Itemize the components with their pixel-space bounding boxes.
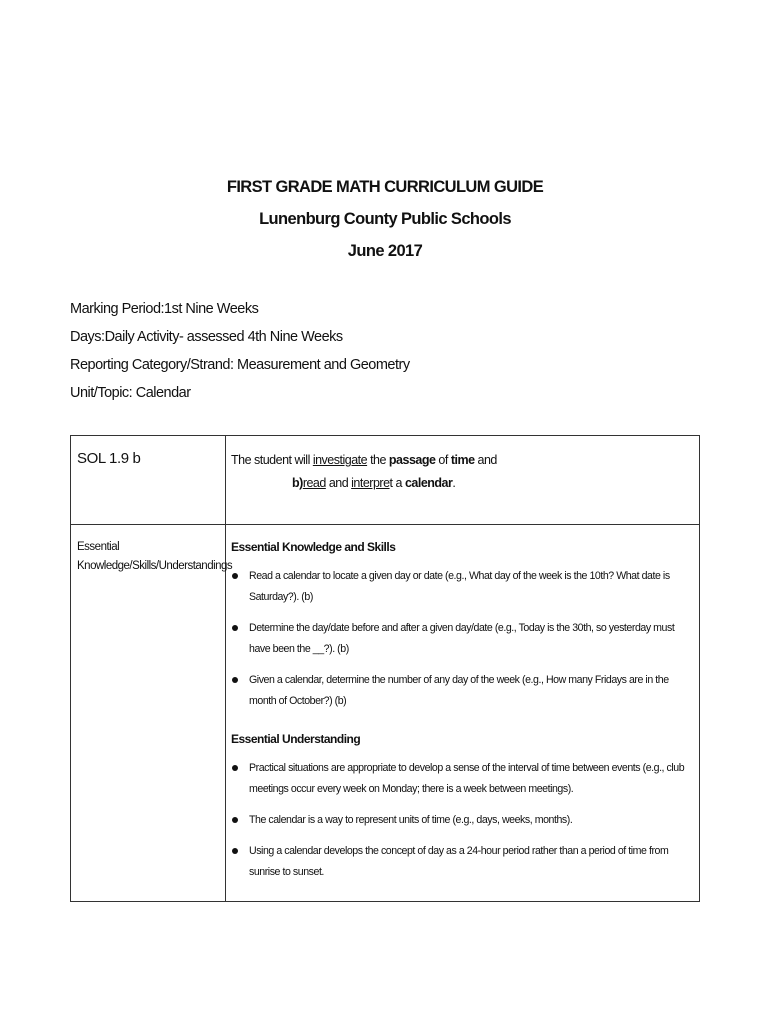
essentials-label: Essential Knowledge/Skills/Understandings <box>77 541 233 572</box>
document-date: June 2017 <box>347 242 423 260</box>
list-item: Given a calendar, determine the number of any day of the week (e.g., How many Fridays are in the month of October?) (b) <box>231 670 691 712</box>
list-item: Using a calendar develops the concept of day as a 24-hour period rather than a period of time from sunrise to sunset. <box>231 841 691 883</box>
sol-keyword-passage: passage <box>388 453 436 467</box>
sol-keyword-time: time <box>450 453 475 467</box>
understanding-heading: Essential Understanding <box>231 732 361 746</box>
sol-text-fragment: and <box>325 476 352 490</box>
document-title: FIRST GRADE MATH CURRICULUM GUIDE <box>226 178 544 196</box>
unit-metadata <box>70 298 410 410</box>
sol-keyword-read: read <box>302 476 326 490</box>
sol-table <box>70 435 700 902</box>
reporting-category: Reporting Category/Strand: Measurement and Geometry <box>70 357 410 373</box>
table-row-divider <box>71 524 699 525</box>
essentials-content <box>231 538 691 883</box>
sol-keyword-calendar: calendar <box>404 476 453 490</box>
sol-text-fragment: the <box>367 453 389 467</box>
marking-period: Marking Period:1st Nine Weeks <box>70 301 259 317</box>
table-column-divider <box>225 436 226 901</box>
sol-statement <box>231 449 497 495</box>
sol-statement-line-1 <box>231 449 497 472</box>
document-title-block <box>0 176 770 272</box>
list-item: Read a calendar to locate a given day or date (e.g., What day of the week is the 10th? What date is Saturday?). (b) <box>231 566 691 608</box>
sol-text-fragment: and <box>474 453 497 467</box>
sol-part-label: b) <box>292 476 303 490</box>
sol-text-fragment: a <box>392 476 405 490</box>
sol-statement-line-2 <box>231 472 497 495</box>
knowledge-heading: Essential Knowledge and Skills <box>231 540 396 554</box>
sol-text-fragment: . <box>452 476 456 490</box>
sol-text-fragment: of <box>435 453 451 467</box>
list-item: Determine the day/date before and after a given day/date (e.g., Today is the 30th, so yesterday must have been the __?). (b) <box>231 618 691 660</box>
sol-text-fragment: The student will <box>231 453 313 467</box>
understanding-list <box>231 758 691 883</box>
list-item: The calendar is a way to represent units of time (e.g., days, weeks, months). <box>231 810 691 831</box>
sol-keyword-interpret: interpre <box>351 476 390 490</box>
sol-text-fragment: t <box>389 476 393 490</box>
list-item: Practical situations are appropriate to develop a sense of the interval of time between events (e.g., club meetings occur every week on Monday; there is a week between meetings). <box>231 758 691 800</box>
sol-keyword-investigate: investigate <box>312 453 368 467</box>
unit-topic: Unit/Topic: Calendar <box>70 385 191 401</box>
district-name: Lunenburg County Public Schools <box>259 210 511 228</box>
sol-code: SOL 1.9 b <box>77 450 141 467</box>
days-info: Days:Daily Activity- assessed 4th Nine Weeks <box>70 329 343 345</box>
knowledge-list <box>231 566 691 712</box>
